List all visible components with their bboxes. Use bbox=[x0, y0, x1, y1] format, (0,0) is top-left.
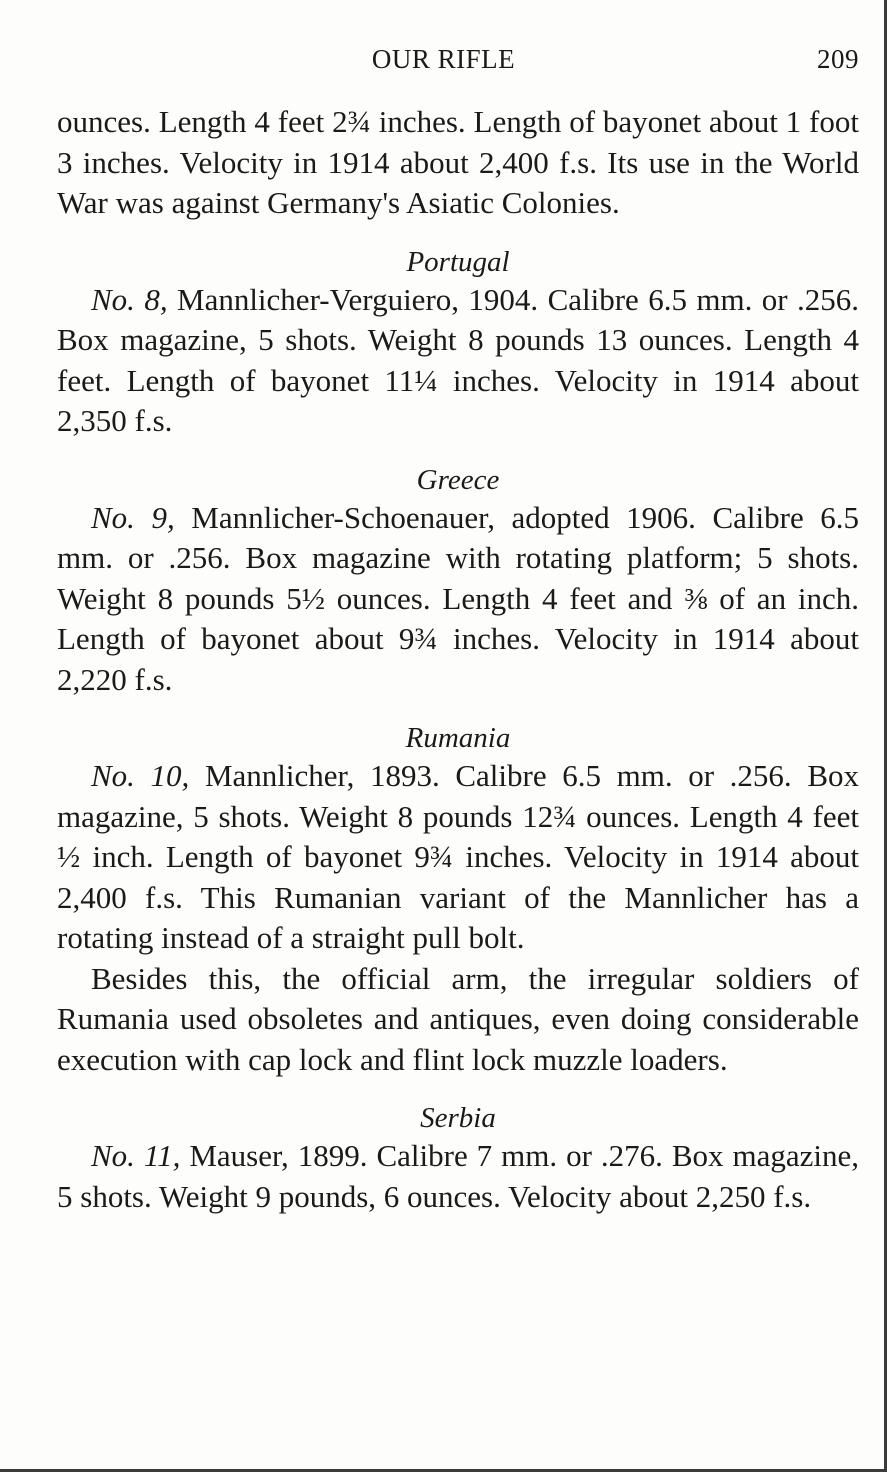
rifle-entry-paragraph bbox=[57, 1136, 859, 1217]
rifle-entry-text: Mannlicher-Verguiero, 1904. Calibre 6.5 mm. or .256. Box magazine, 5 shots. Weight 8 pounds 13 ounces. Length 4 feet. Length of bayonet 11¼ inches. Velocity in 1914 about 2,350 f.s. bbox=[57, 281, 859, 438]
rifle-number-label: No. 8, bbox=[91, 281, 168, 317]
section-serbia bbox=[57, 1098, 859, 1217]
section-heading-rumania: Rumania bbox=[405, 722, 511, 754]
rifle-entry-paragraph bbox=[57, 498, 859, 701]
running-title: OUR RIFLE bbox=[371, 44, 516, 74]
section-heading-portugal: Portugal bbox=[406, 245, 510, 278]
section-heading-greece: Greece bbox=[416, 463, 500, 496]
rifle-number-label: No. 10, bbox=[91, 758, 190, 793]
rifle-entry-text: Mauser, 1899. Calibre 7 mm. or .276. Box magazine, 5 shots. Weight 9 pounds, 6 ounces. Velocity about 2,250 f.s. bbox=[57, 1138, 859, 1214]
rifle-number-label: No. 11, bbox=[91, 1138, 181, 1173]
rifle-entry-paragraph bbox=[57, 756, 859, 959]
section-heading-serbia: Serbia bbox=[420, 1102, 496, 1134]
commentary-paragraph: Besides this, the official arm, the irregular soldiers of Rumania used obsoletes and antiques, even doing considerable execution with cap lock and flint lock muzzle loaders. bbox=[57, 960, 859, 1077]
running-head bbox=[0, 44, 887, 80]
intro-paragraph: ounces. Length 4 feet 2¾ inches. Length of bayonet about 1 foot 3 inches. Velocity in 1914 about 2,400 f.s. Its use in the World War was against Germany's Asiatic Colonies. bbox=[57, 104, 859, 220]
section-greece bbox=[57, 460, 859, 701]
section-rumania bbox=[57, 718, 859, 1080]
body-text bbox=[57, 102, 859, 1217]
rifle-number-label: No. 9, bbox=[91, 499, 175, 535]
section-portugal bbox=[57, 242, 859, 442]
rifle-entry-text: Mannlicher-Schoenauer, adopted 1906. Calibre 6.5 mm. or .256. Box magazine with rotating platform; 5 shots. Weight 8 pounds 5½ ounces. Length 4 feet and ⅜ of an inch. Length of bayonet about 9¾ inches. Velocity in 1914 about 2,220 f.s. bbox=[57, 499, 859, 697]
page-number: 209 bbox=[817, 44, 859, 74]
rifle-entry-text: Mannlicher, 1893. Calibre 6.5 mm. or .256. Box magazine, 5 shots. Weight 8 pounds 12¾ ounces. Length 4 feet ½ inch. Length of bayonet 9¾ inches. Velocity in 1914 about 2,400 f.s. This Rumanian variant of the Mannlicher has a rotating instead of a straight pull bolt. bbox=[57, 758, 859, 955]
rifle-entry-paragraph bbox=[57, 280, 859, 442]
